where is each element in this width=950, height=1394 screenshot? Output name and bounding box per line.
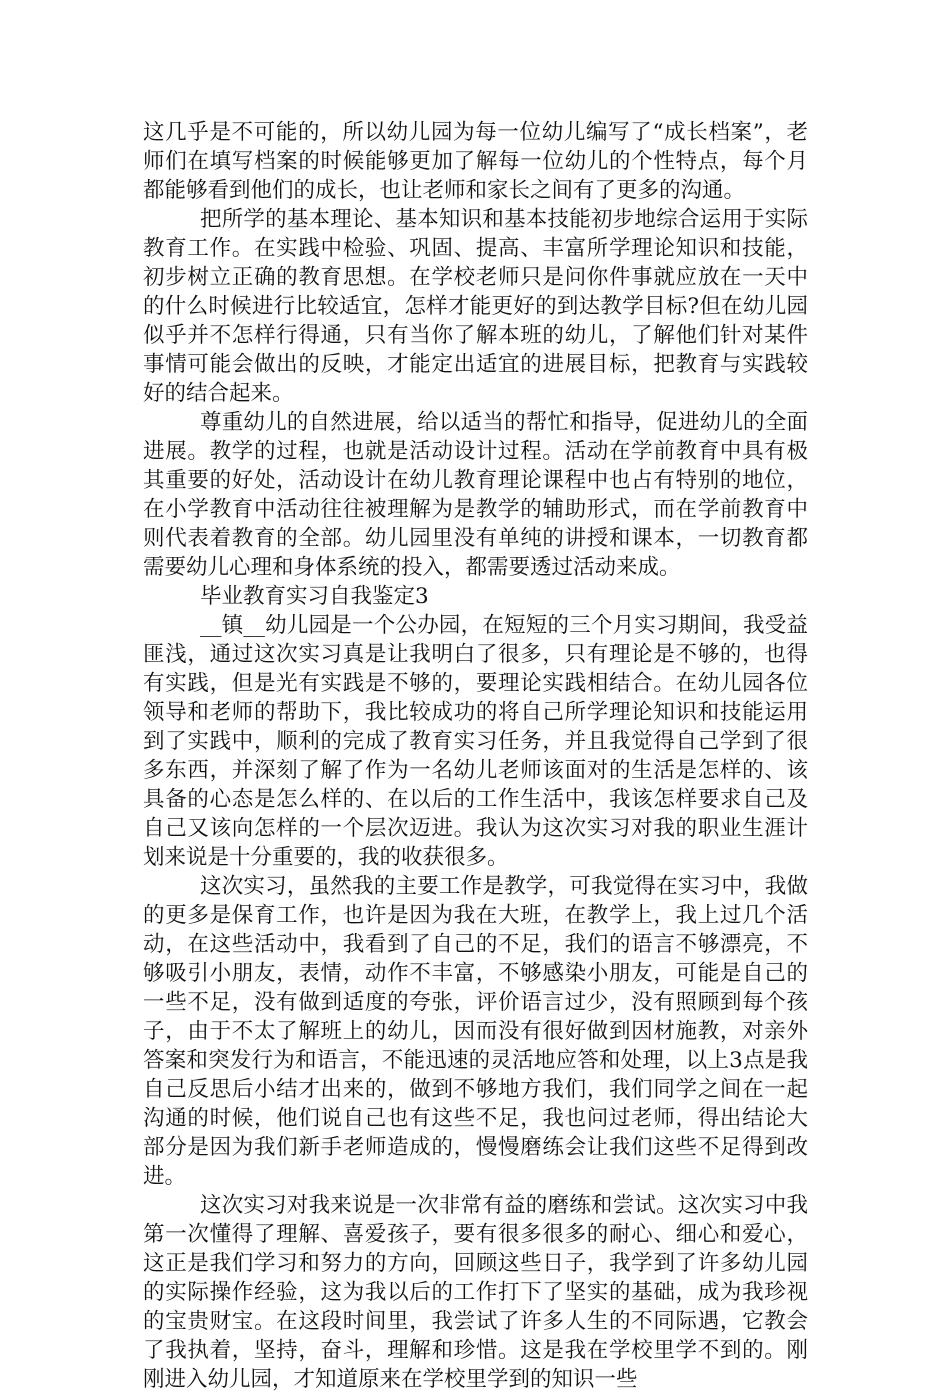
paragraph-continued: 这几乎是不可能的，所以幼儿园为每一位幼儿编写了“成长档案”，老师们在填写档案的时候能够更加了解每一位幼儿的个性特点，每个月都能够看到他们的成长，也让老师和家长之间有了更多的沟通。 <box>143 120 808 203</box>
paragraph-teaching-reflection: 这次实习，虽然我的主要工作是教学，可我觉得在实习中，我做的更多是保育工作，也许是因为我在大班，在教学上，我上过几个活动，在这些活动中，我看到了自己的不足，我们的语言不够漂亮，不够吸引小朋友，表情，动作不丰富，不够感染小朋友，可能是自己的一些不足，没有做到适度的夸张，评价语言过少，没有照顾到每个孩子，由于不太了解班上的幼儿，因而没有很好做到因材施教，对亲外答案和突发行为和语言，不能迅速的灵活地应答和处理，以上3点是我自己反思后小结才出来的，做到不够地方我们，我们同学之间在一起沟通的时候，他们说自己也有这些不足，我也问过老师，得出结论大部分是因为我们新手老师造成的，慢慢磨练会让我们这些不足得到改进。 <box>143 874 808 1189</box>
section-heading: 毕业教育实习自我鉴定3 <box>199 584 429 609</box>
paragraph-respect-development: 尊重幼儿的自然进展，给以适当的帮忙和指导，促进幼儿的全面进展。教学的过程，也就是活动设计过程。活动在学前教育中具有极其重要的好处，活动设计在幼儿教育理论课程中也占有特别的地位，在小学教育中活动往往被理解为是教学的辅助形式，而在学前教育中则代表着教育的全部。幼儿园里没有单纯的讲授和课本，一切教育都需要幼儿心理和身体系统的投入，都需要透过活动来成。 <box>143 410 808 580</box>
document-body <box>143 118 808 1394</box>
paragraph-theory-practice: 把所学的基本理论、基本知识和基本技能初步地综合运用于实际教育工作。在实践中检验、巩固、提高、丰富所学理论知识和技能，初步树立正确的教育思想。在学校老师只是问你件事就应放在一天中的什么时候进行比较适宜，怎样才能更好的到达教学目标?但在幼儿园似乎并不怎样行得通，只有当你了解本班的幼儿，了解他们针对某件事情可能会做出的反映，才能定出适宜的进展目标，把教育与实践较好的结合起来。 <box>143 207 808 406</box>
paragraph-kindergarten-internship: __镇__幼儿园是一个公办园，在短短的三个月实习期间，我受益匪浅，通过这次实习真是让我明白了很多，只有理论是不够的，也得有实践，但是光有实践是不够的，要理论实践相结合。在幼儿园各位领导和老师的帮助下，我比较成功的将自己所学理论知识和技能运用到了实践中，顺利的完成了教育实习任务，并且我觉得自己学到了很多东西，并深刻了解了作为一名幼儿老师该面对的生活是怎样的、该具备的心态是怎么样的、在以后的工作生活中，我该怎样要求自己及自己又该向怎样的一个层次迈进。我认为这次实习对我的职业生涯计划来说是十分重要的，我的收获很多。 <box>143 613 808 870</box>
paragraph-beneficial-experience: 这次实习对我来说是一次非常有益的磨练和尝试。这次实习中我第一次懂得了理解、喜爱孩子，要有很多很多的耐心、细心和爱心，这正是我们学习和努力的方向，回顾这些日子，我学到了许多幼儿园的实际操作经验，这为我以后的工作打下了坚实的基础，成为我珍视的宝贵财宝。在这段时间里，我尝试了许多人生的不同际遇，它教会了我执着，坚持，奋斗，理解和珍惜。这是我在学校里学不到的。刚刚进入幼儿园，才知道原来在学校里学到的知识一些 <box>143 1193 808 1392</box>
